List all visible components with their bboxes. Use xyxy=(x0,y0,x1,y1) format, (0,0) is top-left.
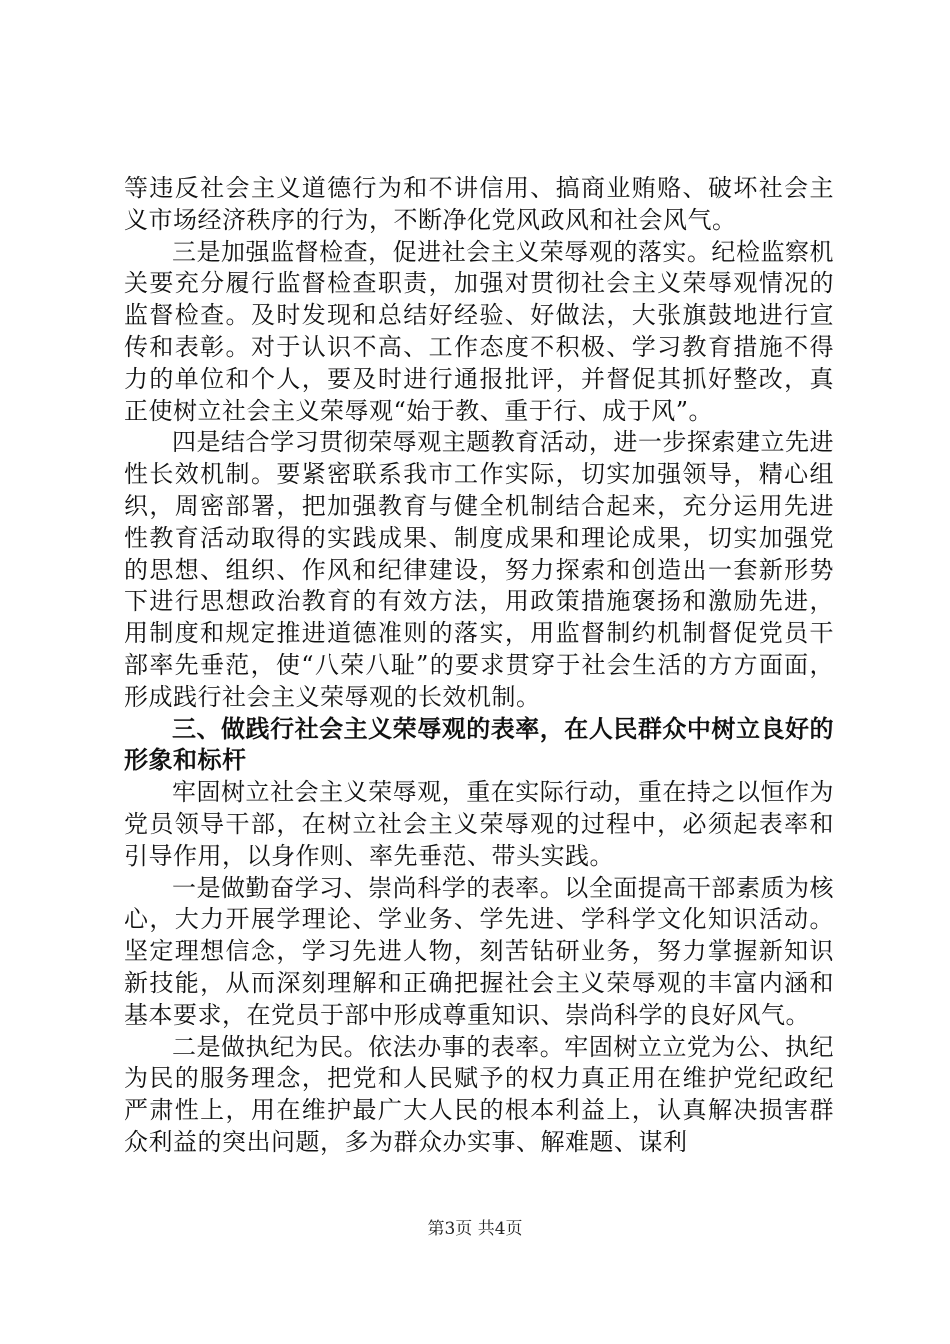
section-heading: 三、做践行社会主义荣辱观的表率，在人民群众中树立良好的形象和标杆 xyxy=(124,714,834,775)
paragraph-5: 一是做勤奋学习、崇尚科学的表率。以全面提高干部素质为核心，大力开展学理论、学业务、学先进、学科学文化知识活动。坚定理想信念，学习先进人物，刻苦钻研业务，努力掌握新知识新技能，从而深刻理解和正确把握社会主义荣辱观的丰富内涵和基本要求，在党员于部中形成尊重知识、崇尚科学的良好风气。 xyxy=(124,873,834,1029)
paragraph-1: 等违反社会主义道德行为和不讲信用、搞商业贿赂、破坏社会主义市场经济秩序的行为，不断净化党风政风和社会风气。 xyxy=(124,174,834,234)
page-number-footer: 第3页 共4页 xyxy=(427,1219,523,1239)
paragraph-2: 三是加强监督检查，促进社会主义荣辱观的落实。纪检监察机关要充分履行监督检查职责，加强对贯彻社会主义荣辱观情况的监督检查。及时发现和总结好经验、好做法，大张旗鼓地进行宣传和表彰。对于认识不高、工作态度不积极、学习教育措施不得力的单位和个人，要及时进行通报批评，并督促其抓好整改，真正使树立社会主义荣辱观“始于教、重于行、成于风”。 xyxy=(124,237,834,425)
document-body xyxy=(124,173,834,1159)
paragraph-4: 牢固树立社会主义荣辱观，重在实际行动，重在持之以恒作为党员领导干部，在树立社会主义荣辱观的过程中，必须起表率和引导作用，以身作则、率先垂范、带头实践。 xyxy=(124,778,834,870)
paragraph-6: 二是做执纪为民。依法办事的表率。牢固树立立党为公、执纪为民的服务理念，把党和人民赋予的权力真正用在维护党纪政纪严肃性上，用在维护最广大人民的根本利益上，认真解决损害群众利益的突出问题，多为群众办实事、解难题、谋利 xyxy=(124,1032,834,1156)
paragraph-3: 四是结合学习贯彻荣辱观主题教育活动，进一步探索建立先进性长效机制。要紧密联系我市工作实际，切实加强领导，精心组织，周密部署，把加强教育与健全机制结合起来，充分运用先进性教育活动取得的实践成果、制度成果和理论成果，切实加强党的思想、组织、作风和纪律建设，努力探索和创造出一套新形势下进行思想政治教育的有效方法，用政策措施褒扬和激励先进，用制度和规定推进道德准则的落实，用监督制约机制督促党员干部率先垂范，使“八荣八耻”的要求贯穿于社会生活的方方面面，形成践行社会主义荣辱观的长效机制。 xyxy=(124,428,834,711)
